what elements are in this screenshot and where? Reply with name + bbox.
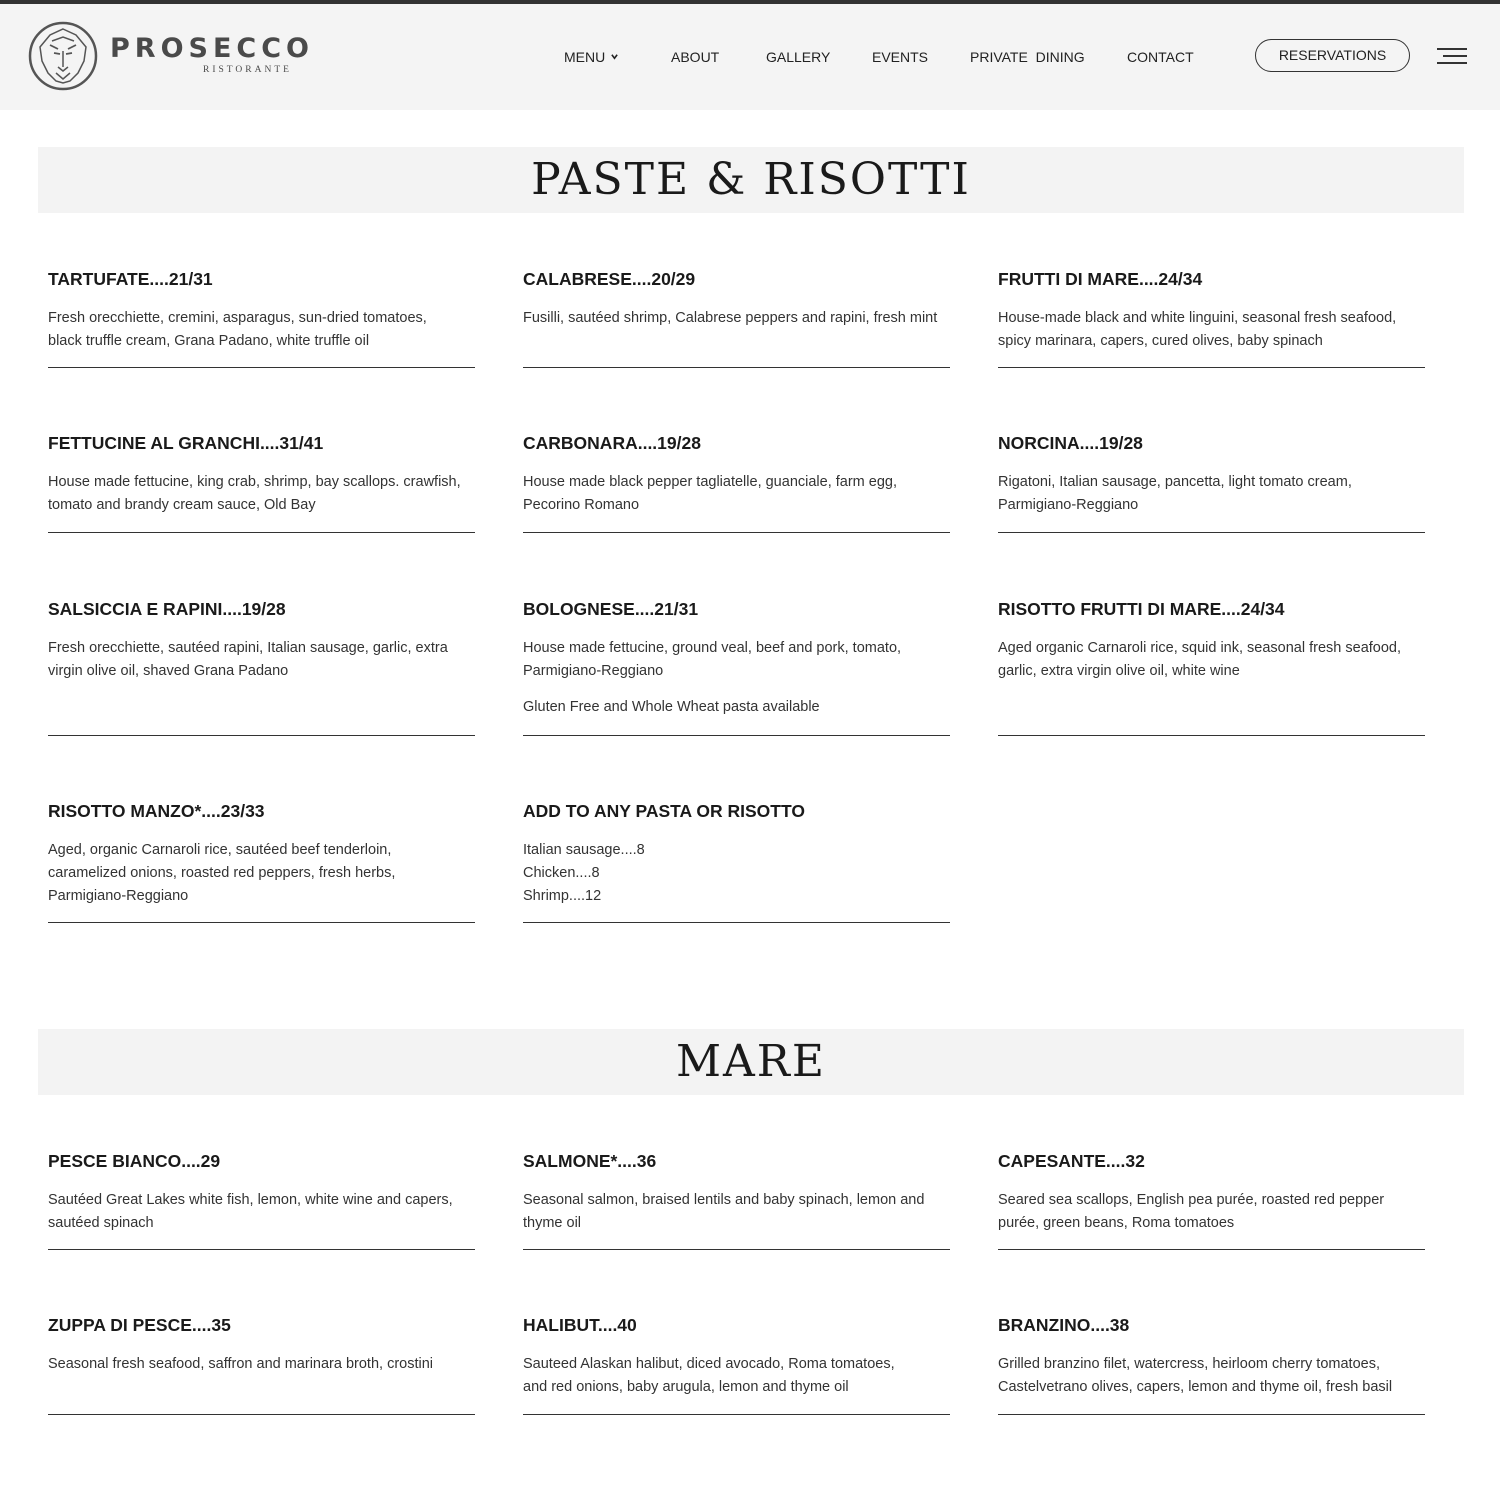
nav-gallery[interactable]: GALLERY [766, 49, 831, 65]
nav-contact[interactable]: CONTACT [1127, 49, 1194, 65]
menu-item-title: TARTUFATE....21/31 [48, 269, 213, 289]
menu-item-title: ADD TO ANY PASTA OR RISOTTO [523, 801, 805, 821]
brand-name: PROSECCO [110, 33, 315, 64]
menu-item-title: CALABRESE....20/29 [523, 269, 696, 289]
menu-item [998, 268, 1425, 368]
nav-menu-label: MENU [564, 49, 606, 65]
menu-item-description: House made black pepper tagliatelle, guanciale, farm egg, Pecorino Romano [523, 474, 898, 513]
nav-events[interactable]: EVENTS [872, 49, 929, 65]
menu-item [523, 598, 950, 736]
menu-item-title: CAPESANTE....32 [998, 1151, 1145, 1171]
nav-menu[interactable] [564, 48, 618, 66]
menu-item-title: RISOTTO FRUTTI DI MARE....24/34 [998, 599, 1285, 619]
menu-item [523, 1150, 950, 1250]
menu-item [48, 800, 475, 923]
menu-item-title: BRANZINO....38 [998, 1315, 1130, 1335]
menu-item-description: Sautéed Great Lakes white fish, lemon, white wine and capers, sautéed spinach [48, 1192, 453, 1231]
section-title: MARE [675, 1036, 827, 1087]
menu-item-title: RISOTTO MANZO*....23/33 [48, 801, 265, 821]
menu-item-description: House-made black and white linguini, seasonal fresh seafood, spicy marinara, capers, cured olives, baby spinach [998, 310, 1397, 349]
menu-item-title: PESCE BIANCO....29 [48, 1151, 221, 1171]
section-banner-mare [38, 1029, 1464, 1095]
menu-item-description: Aged, organic Carnaroli rice, sautéed beef tenderloin, caramelized onions, roasted red peppers, fresh herbs, Parmigiano-Reggiano [48, 842, 396, 904]
menu-item-title: SALSICCIA E RAPINI....19/28 [48, 599, 286, 619]
menu-item-description: Rigatoni, Italian sausage, pancetta, light tomato cream, Parmigiano-Reggiano [998, 474, 1352, 513]
menu-item-description: Seasonal fresh seafood, saffron and marinara broth, crostini [48, 1356, 434, 1372]
menu-item-note: Gluten Free and Whole Wheat pasta available [523, 699, 820, 715]
menu-item-title: FRUTTI DI MARE....24/34 [998, 269, 1203, 289]
menu-item-description: Fusilli, sautéed shrimp, Calabrese peppers and rapini, fresh mint [523, 310, 938, 326]
menu-item [998, 598, 1425, 736]
menu-item-description: Fresh orecchiette, sautéed rapini, Italian sausage, garlic, extra virgin olive oil, shaved Grana Padano [48, 640, 448, 679]
menu-item-title: SALMONE*....36 [523, 1151, 657, 1171]
chevron-down-icon [611, 53, 618, 60]
brand-subtitle: RISTORANTE [203, 65, 292, 75]
menu-item [998, 1150, 1425, 1250]
menu-item-description: Italian sausage....8 Chicken....8 Shrimp....12 [523, 842, 645, 904]
hamburger-menu-icon[interactable] [1437, 48, 1467, 68]
nav-about[interactable]: ABOUT [671, 49, 720, 65]
menu-item-description: Aged organic Carnaroli rice, squid ink, seasonal fresh seafood, garlic, extra virgin olive oil, white wine [998, 640, 1402, 679]
menu-item-title: HALIBUT....40 [523, 1315, 637, 1335]
menu-item-title: ZUPPA DI PESCE....35 [48, 1315, 231, 1335]
reservations-button[interactable]: RESERVATIONS [1255, 39, 1410, 72]
menu-item-description: House made fettucine, king crab, shrimp, bay scallops. crawfish, tomato and brandy cream sauce, Old Bay [48, 474, 461, 513]
menu-item [48, 432, 475, 533]
menu-item [48, 1150, 475, 1250]
section-title: PASTE & RISOTTI [531, 154, 971, 205]
menu-item-description: Grilled branzino filet, watercress, heirloom cherry tomatoes, Castelvetrano olives, capers, lemon and thyme oil, fresh basil [998, 1356, 1393, 1395]
menu-item [523, 1314, 950, 1415]
section-banner-paste-risotti [38, 147, 1464, 213]
menu-item [998, 432, 1425, 533]
menu-item-description: Sauteed Alaskan halibut, diced avocado, Roma tomatoes, and red onions, baby arugula, lemon and thyme oil [523, 1356, 895, 1395]
menu-item [523, 432, 950, 533]
menu-item [48, 268, 475, 368]
menu-item-title: FETTUCINE AL GRANCHI....31/41 [48, 433, 324, 453]
menu-item-title: BOLOGNESE....21/31 [523, 599, 699, 619]
menu-item-description: Seasonal salmon, braised lentils and baby spinach, lemon and thyme oil [523, 1192, 925, 1231]
menu-item-title: NORCINA....19/28 [998, 433, 1143, 453]
menu-item [998, 1314, 1425, 1415]
site-header [0, 4, 1500, 110]
menu-item-title: CARBONARA....19/28 [523, 433, 701, 453]
menu-item-description: House made fettucine, ground veal, beef and pork, tomato, Parmigiano-Reggiano [523, 640, 902, 679]
menu-item [48, 1314, 475, 1415]
menu-item [48, 598, 475, 736]
menu-item [523, 268, 950, 368]
menu-item-description: Seared sea scallops, English pea purée, roasted red pepper purée, green beans, Roma tomatoes [998, 1192, 1385, 1231]
brand[interactable] [110, 33, 315, 75]
menu-item-addons [523, 800, 950, 923]
nav-private-dining[interactable]: PRIVATE DINING [970, 49, 1085, 65]
lion-logo-icon[interactable] [28, 21, 98, 91]
menu-item-description: Fresh orecchiette, cremini, asparagus, sun-dried tomatoes, black truffle cream, Grana Padano, white truffle oil [48, 310, 427, 349]
